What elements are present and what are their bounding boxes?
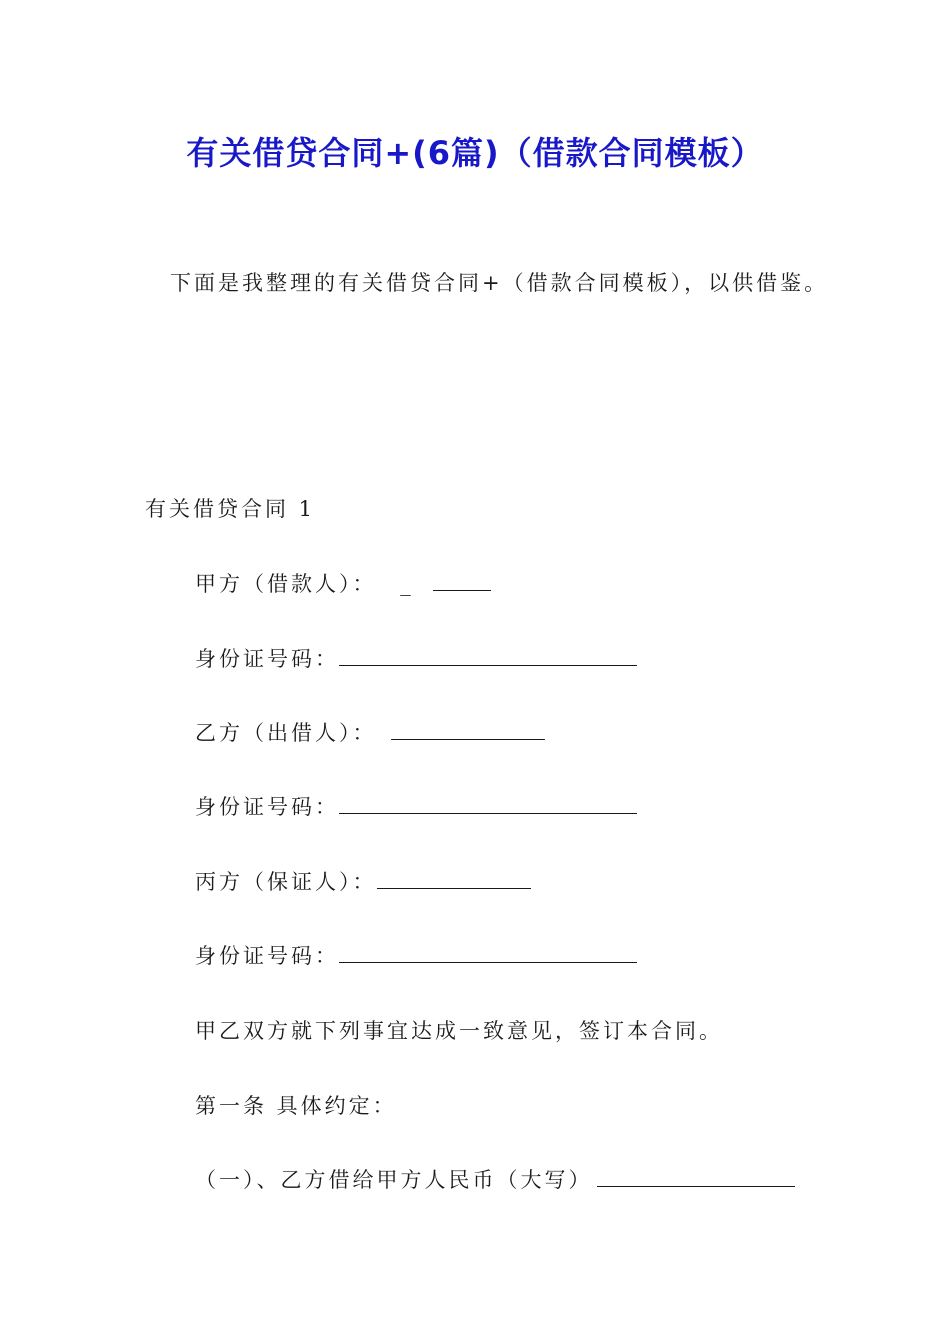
- agreement-paragraph: 甲乙双方就下列事宜达成一致意见，签订本合同。: [195, 1019, 723, 1043]
- party-b-id-row: [195, 792, 637, 822]
- clause-1-amount-blank: [597, 1166, 795, 1187]
- party-c-id-blank: [339, 942, 637, 963]
- party-a-prefix: _: [400, 572, 414, 596]
- party-c-id-label: 身份证号码：: [195, 944, 339, 968]
- party-a-label: 甲方（借款人）：: [195, 572, 377, 596]
- party-a-row: [195, 569, 491, 599]
- party-b-label: 乙方（出借人）：: [195, 721, 377, 745]
- party-b-id-blank: [339, 793, 637, 814]
- section-heading: 有关借贷合同 1: [145, 497, 316, 521]
- party-a-id-blank: [339, 645, 637, 666]
- party-c-label: 丙方（保证人）：: [195, 870, 377, 894]
- party-c-row: [195, 867, 531, 897]
- document-title: 有关借贷合同+(6篇)（借款合同模板）: [186, 134, 764, 172]
- intro-paragraph: 下面是我整理的有关借贷合同+（借款合同模板），以供借鉴。: [170, 271, 829, 295]
- party-a-id-label: 身份证号码：: [195, 647, 339, 671]
- article-1-heading: 第一条 具体约定：: [195, 1094, 397, 1118]
- party-b-blank: [391, 719, 545, 740]
- party-a-blank: [433, 570, 491, 591]
- party-a-id-row: [195, 644, 637, 674]
- party-b-row: [195, 718, 545, 748]
- party-c-blank: [377, 868, 531, 889]
- party-c-id-row: [195, 941, 637, 971]
- clause-1-text: （一）、乙方借给甲方人民币（大写）: [195, 1168, 593, 1192]
- clause-1-row: [195, 1165, 795, 1195]
- party-b-id-label: 身份证号码：: [195, 795, 339, 819]
